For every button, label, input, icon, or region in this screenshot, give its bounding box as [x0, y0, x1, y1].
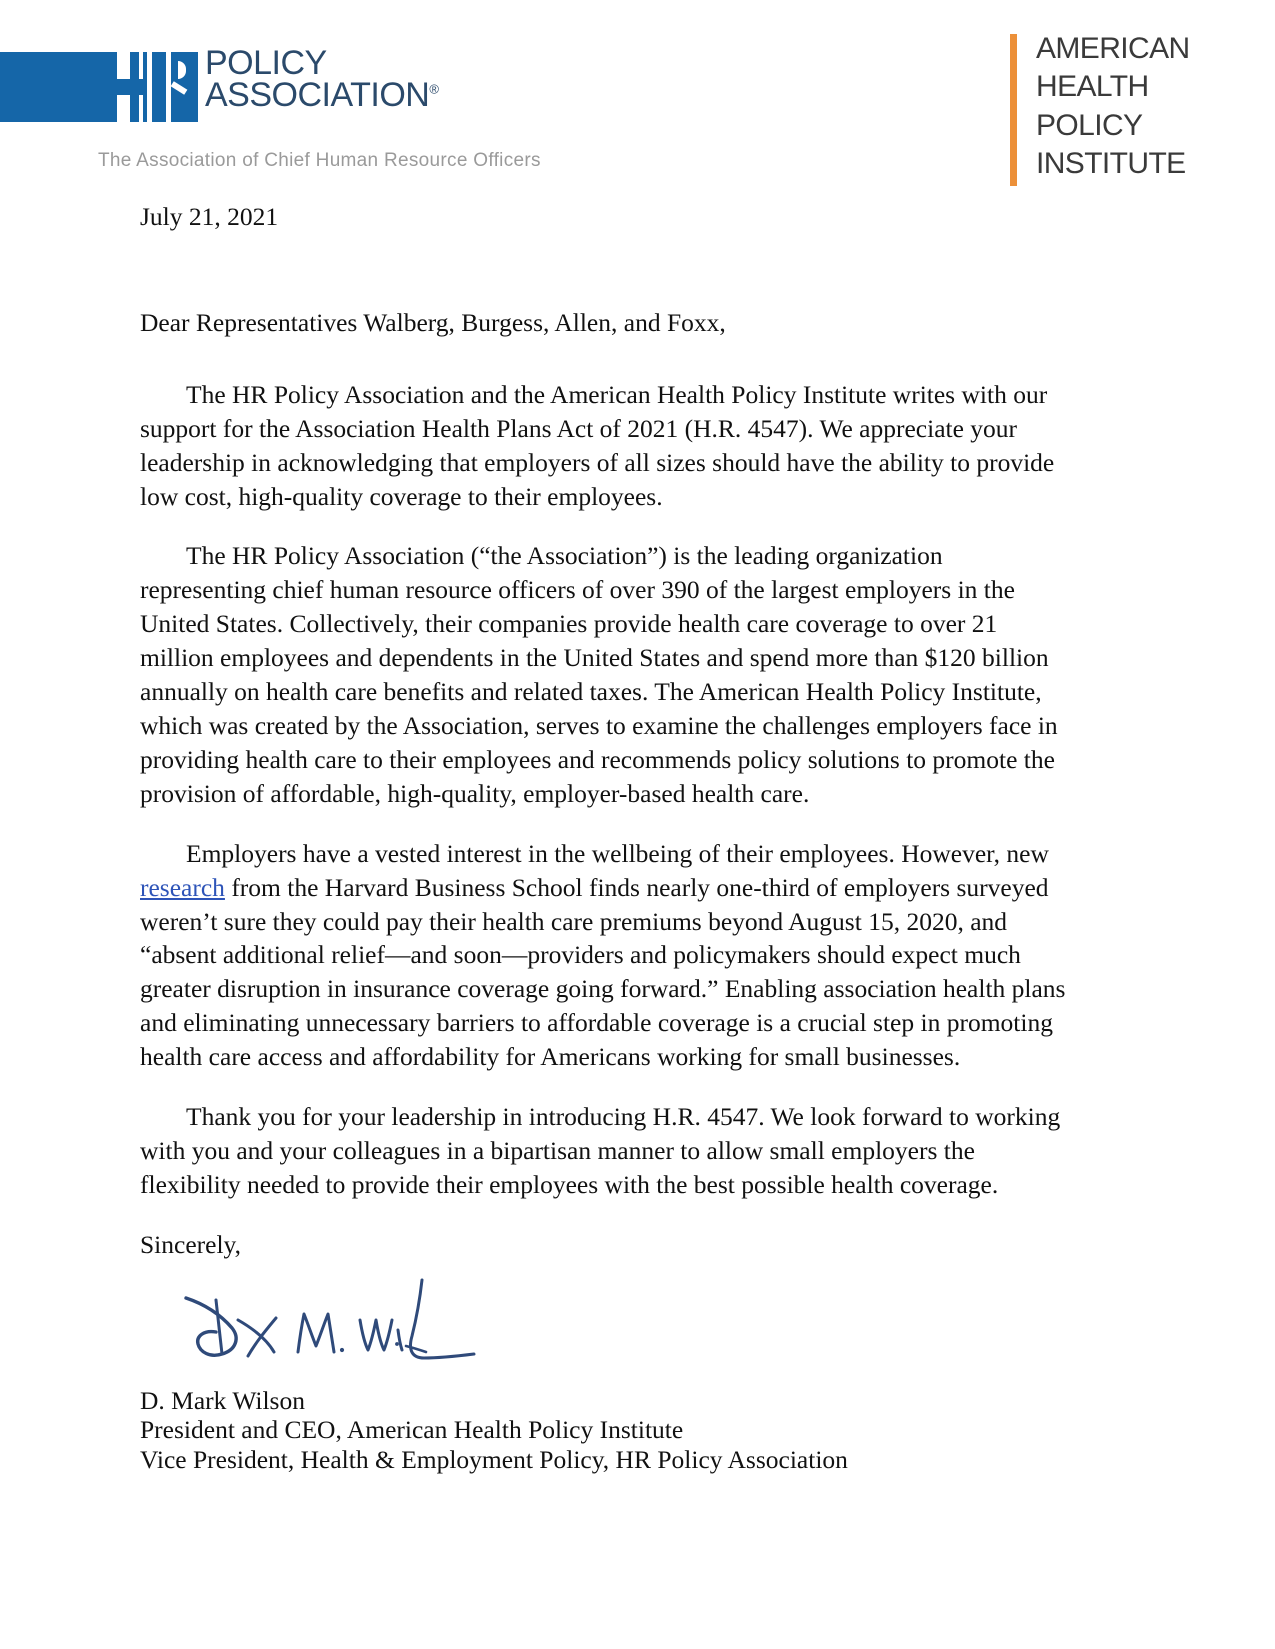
letter-paragraph-2: The HR Policy Association (“the Association”) is the leading organization representing chief human resource officers of over 390 of the largest employers in the United States. Collectively, their companies provide health care coverage to over 21 million employees and dependents in the United States and spend more than $120 billion annually on health care benefits and related taxes. The American Health Policy Institute, which was created by the Association, serves to examine the challenges employers face in providing health care to their employees and recommends policy solutions to promote the provision of affordable, high-quality, employer-based health care. [140, 541, 1058, 808]
signer-block [140, 1386, 1072, 1475]
letter-paragraph-1: The HR Policy Association and the American Health Policy Institute writes with our support for the Association Health Plans Act of 2021 (H.R. 4547). We appreciate your leadership in acknowledging that employers of all sizes should have the ability to provide low cost, high-quality coverage to their employees. [140, 379, 1055, 511]
signer-name: D. Mark Wilson [140, 1385, 305, 1415]
handwritten-signature-image [178, 1270, 538, 1380]
hrpa-tagline: The Association of Chief Human Resource Officers [98, 150, 541, 171]
letter-paragraph-3 [140, 837, 1072, 1074]
hrpa-wordmark [205, 44, 439, 114]
signer-title-line-1: President and CEO, American Health Policy Institute [140, 1415, 684, 1445]
letter-body [140, 200, 1072, 1475]
letter-salutation: Dear Representatives Walberg, Burgess, Allen, and Foxx, [140, 307, 726, 337]
letter-paragraph-4: Thank you for your leadership in introducing H.R. 4547. We look forward to working with you and your colleagues in a bipartisan manner to allow small employers the flexibility needed to provide their employees with the best possible health coverage. [140, 1102, 1061, 1199]
ahpi-wordmark-line-4: INSTITUTE [1036, 147, 1186, 181]
ahpi-orange-rule [1010, 34, 1017, 186]
signature-area [140, 1266, 1072, 1386]
hr-monogram-icon [106, 52, 198, 122]
letter-date: July 21, 2021 [140, 202, 279, 231]
signer-title-line-2: Vice President, Health & Employment Policy, HR Policy Association [140, 1445, 848, 1475]
american-health-policy-institute-logo [1010, 30, 1190, 190]
letter-closing: Sincerely, [140, 1229, 242, 1259]
ahpi-wordmark-line-1: AMERICAN [1036, 32, 1190, 65]
letterhead [0, 0, 1275, 190]
ahpi-wordmark-line-2: HEALTH [1036, 70, 1149, 104]
hr-policy-association-logo [0, 30, 541, 171]
paragraph-3-text-before-link: Employers have a vested interest in the wellbeing of their employees. However, new [186, 838, 1049, 868]
ahpi-wordmark-line-3: POLICY [1036, 108, 1143, 142]
logo-blue-bar [0, 52, 112, 122]
ahpi-wordmark [1036, 30, 1190, 184]
research-link[interactable]: research [140, 872, 225, 902]
hrpa-wordmark-line-1: POLICY [205, 44, 327, 82]
hrpa-wordmark-line-2-text: ASSOCIATION [205, 75, 430, 114]
hrpa-wordmark-line-2 [205, 75, 439, 114]
paragraph-3-text-after-link: from the Harvard Business School finds nearly one-third of employers surveyed weren’t sure they could pay their health care premiums beyond August 15, 2020, and “absent additional relief—and soon—providers and policymakers should expect much greater disruption in insurance coverage going forward.” Enabling association health plans and eliminating unnecessary barriers to affordable coverage is a crucial step in promoting health care access and affordability for Americans working for small businesses. [140, 872, 1066, 1072]
registered-trademark-icon: ® [429, 81, 439, 97]
